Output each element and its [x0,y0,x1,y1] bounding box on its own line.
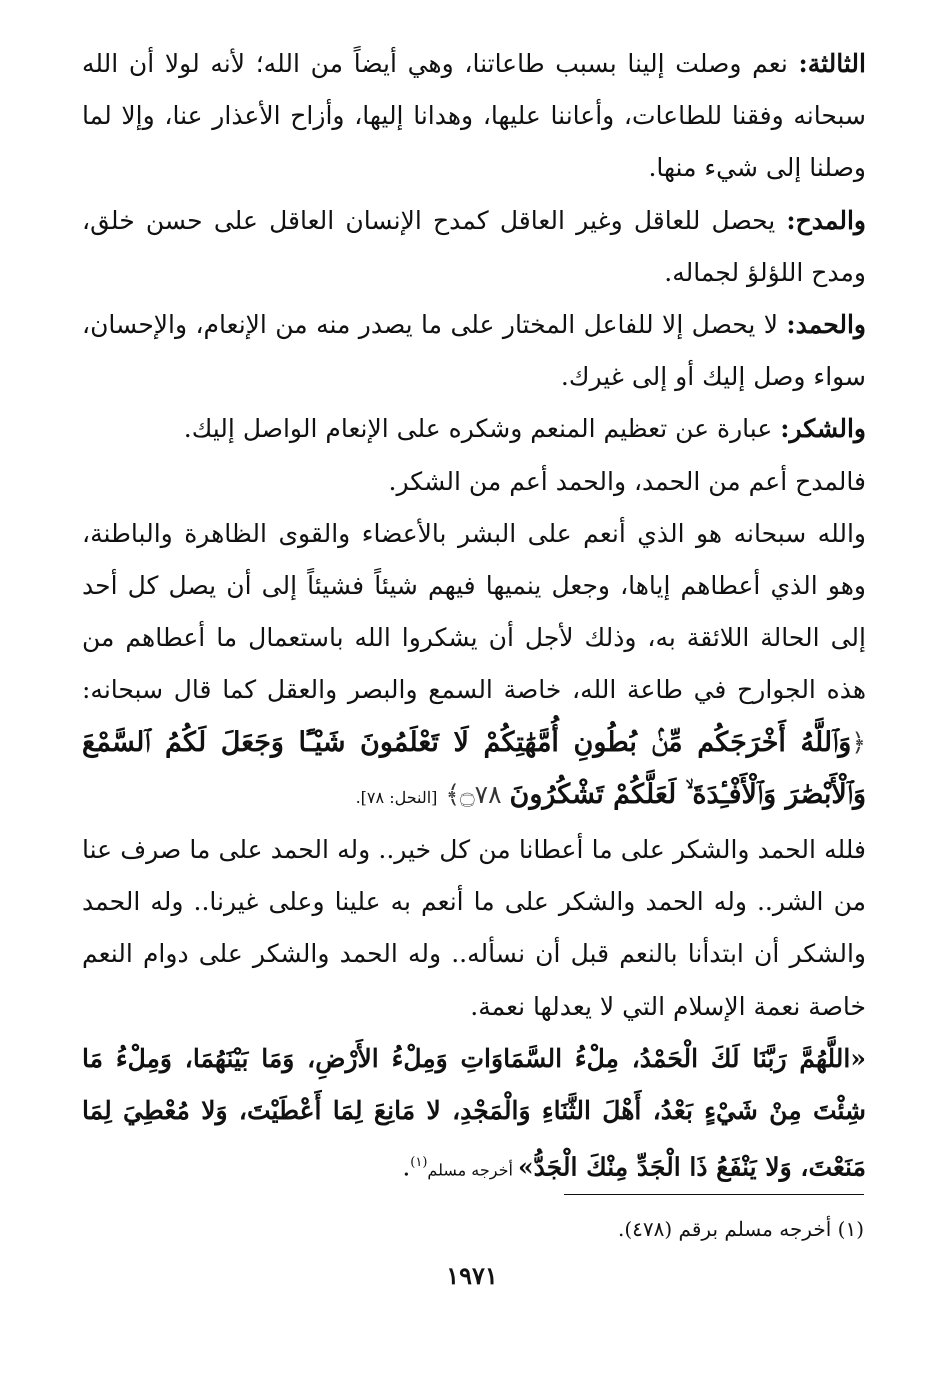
paragraph-text: عبارة عن تعظيم المنعم وشكره على الإنعام الواصل إليك. [183,414,781,444]
term-heading: والشكر: [780,414,866,444]
paragraph-hamd [82,299,866,403]
paragraph-text: لا يحصل إلا للفاعل المختار على ما يصدر منه من الإنعام، والإحسان، سواء وصل إليك أو إلى غيرك. [82,310,866,392]
paragraph-text: يحصل للعاقل وغير العاقل كمدح الإنسان العاقل على حسن خلق، ومدح اللؤلؤ لجماله. [82,205,866,287]
paragraph-text: والله سبحانه هو الذي أنعم على البشر بالأعضاء والقوى الظاهرة والباطنة، وهو الذي أعطاهم إياها، وجعل ينميها فيهم شيئاً فشيئاً إلى أن يصل كل أحد إلى الحالة اللائقة به، وذلك لأجل أن يشكروا الله باستعمال ما أعطاهم من هذه الجوارح في طاعة الله، خاصة السمع والبصر والعقل كما قال سبحانه: [82,518,866,705]
paragraph-text: نعم وصلت إلينا بسبب طاعاتنا، وهي أيضاً من الله؛ لأنه لولا أن الله سبحانه وفقنا للطاعات، وأعاننا عليها، وهدانا إليها، وأزاح الأعذار عنا، وإلا لما وصلنا إلى شيء منها. [82,49,866,183]
paragraph-text: فالمدح أعم من الحمد، والحمد أعم من الشكر. [388,466,866,496]
footnote-divider [564,1194,864,1195]
hadith-text: «اللَّهُمَّ رَبَّنَا لَكَ الْحَمْدُ، مِلْءُ السَّمَاوَاتِ وَمِلْءُ الأَرْضِ، وَمَا بَيْنَهُمَا، وَمِلْءُ مَا شِئْتَ مِنْ شَيْءٍ بَعْدُ، أَهْلَ الثَّنَاءِ وَالْمَجْدِ، لا مَانِعَ لِمَا أَعْطَيْتَ، وَلا مُعْطِيَ لِمَا مَنَعْتَ، وَلا يَنْفَعُ ذَا الْجَدِّ مِنْكَ الْجَدُّ» [82,1043,866,1182]
page-number: ١٩٧١ [446,1261,498,1290]
main-text [82,38,866,1197]
quran-open-bracket: ﴿ [851,727,866,757]
hadith-quote [82,1033,866,1197]
term-heading: والحمد: [786,310,866,340]
hadith-source: أخرجه مسلم [427,1160,519,1180]
paragraph-allah-blessings [82,508,866,824]
footnote-marker: (١) [410,1155,428,1171]
paragraph-praise: فلله الحمد والشكر على ما أعطانا من كل خير.. وله الحمد على ما صرف عنا من الشر.. وله الحمد والشكر على ما أنعم به علينا وعلى غيرنا.. وله الحمد والشكر أن ابتدأنا بالنعم قبل أن نسأله.. وله الحمد والشكر على دوام النعم خاصة نعمة الإسلام التي لا يعدلها نعمة. [82,835,866,1021]
hadith-end: . [402,1152,411,1182]
quran-verse: وَٱللَّهُ أَخْرَجَكُم مِّنۢ بُطُونِ أُمَّهَٰتِكُمْ لَا تَعْلَمُونَ شَيْـًٔا وَجَعَلَ لَكُمُ ٱلسَّمْعَ وَٱلْأَبْصَٰرَ وَٱلْأَفْـِٔدَةَ ۙ لَعَلَّكُمْ تَشْكُرُونَ [82,726,866,810]
paragraph-comparison [82,456,866,508]
ayah-number-marker: ۝٧٨ [460,779,502,809]
term-heading: الثالثة: [798,49,866,78]
paragraph-madh [82,195,866,299]
quran-close-bracket: ﴾ [445,779,461,809]
paragraph-shukr [82,403,866,455]
term-heading: والمدح: [786,205,866,235]
paragraph-third [82,38,866,195]
footnote: (١) أخرجه مسلم برقم (٤٧٨). [617,1217,864,1241]
verse-reference: [النحل: ٧٨]. [355,787,438,807]
